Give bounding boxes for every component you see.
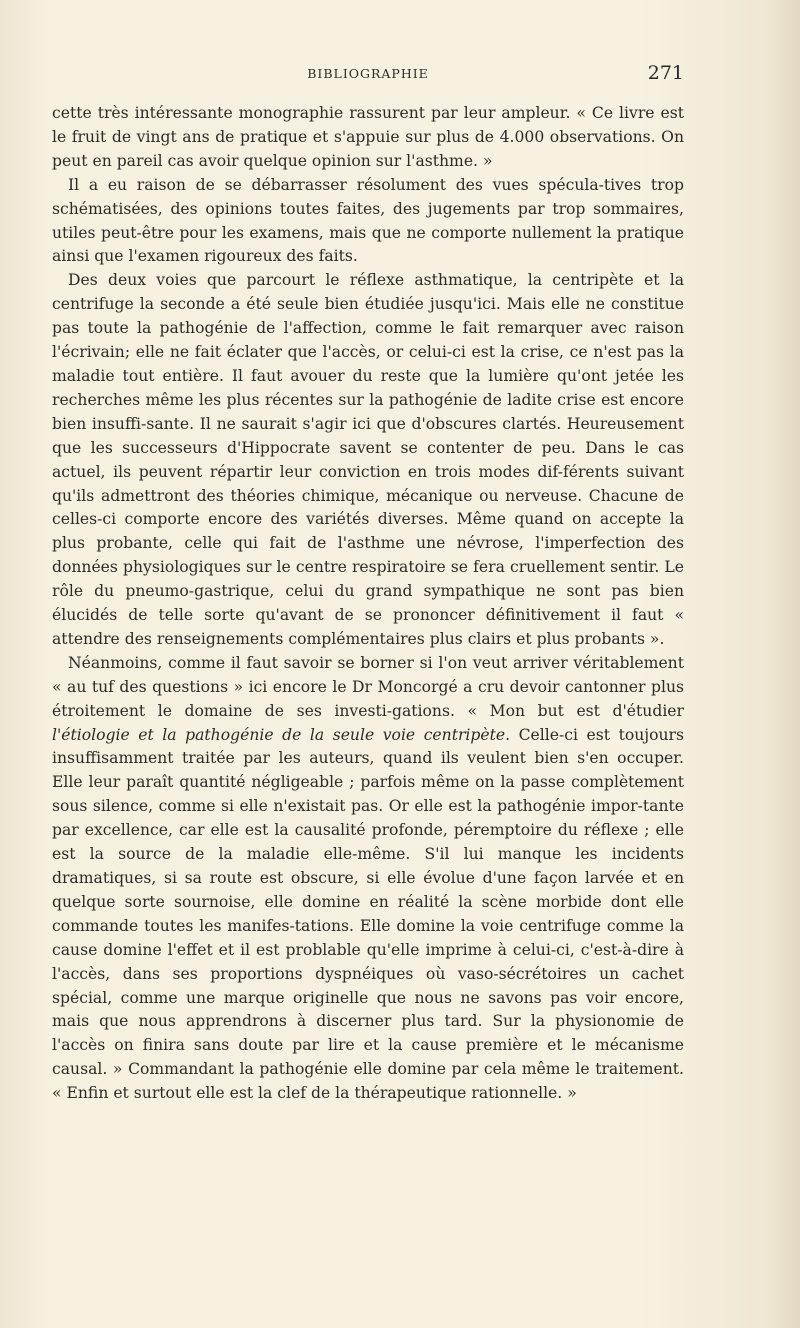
page-header [52,62,684,88]
paragraph-4-part-2: . Celle-ci est toujours insuffisamment traitée par les auteurs, quand ils veulent bien s'en occuper. Elle leur paraît quantité négligeable ; parfois même on la passe complètement sous silence, comme si elle n'existait pas. Or elle est la pathogénie impor-tante par excellence, car elle est la causalité profonde, péremptoire du réflexe ; elle est la source de la maladie elle-même. S'il lui manque les incidents dramatiques, si sa route est obscure, si elle évolue d'une façon larvée et en quelque sorte sournoise, elle domine en réalité la scène morbide dont elle commande toutes les manifes-tations. Elle domine la voie centrifuge comme la cause domine l'effet et il est problable qu'elle imprime à celui-ci, c'est-à-dire à l'accès, dans ses proportions dyspnéiques où vaso-sécrétoires un cachet spécial, comme une marque originelle que nous ne savons pas voir encore, mais que nous apprendrons à discerner plus tard. Sur la physionomie de l'accès on finira sans doute par lire et la cause première et le mécanisme causal. » Commandant la pathogénie elle domine par cela même le traitement. « Enfin et surtout elle est la clef de la thérapeutique rationnelle. » [52,725,684,1103]
paragraph-1: cette très intéressante monographie rassurent par leur ampleur. « Ce livre est le fruit de vingt ans de pratique et s'appuie sur plus de 4.000 observations. On peut en pareil cas avoir quelque opinion sur l'asthme. » [52,104,684,170]
page-number: 271 [647,62,684,84]
running-title: BIBLIOGRAPHIE [307,66,429,81]
paragraph-4 [52,652,684,1106]
paragraph-4-italic: l'étiologie et la pathogénie de la seule voie centripète [52,725,506,744]
body-text [52,102,684,1106]
paragraph-2: Il a eu raison de se débarrasser résolument des vues spécula-tives trop schématisées, des opinions toutes faites, des jugements par trop sommaires, utiles peut-être pour les examens, mais que ne comporte nullement la pratique ainsi que l'examen rigoureux des faits. [52,175,684,266]
paragraph-3: Des deux voies que parcourt le réflexe asthmatique, la centripète et la centrifuge la seconde a été seule bien étudiée jusqu'ici. Mais elle ne constitue pas toute la pathogénie de l'affection, comme le fait remarquer avec raison l'écrivain; elle ne fait éclater que l'accès, or celui-ci est la crise, ce n'est pas la maladie tout entière. Il faut avouer du reste que la lumière qu'ont jetée les recherches même les plus récentes sur la pathogénie de ladite crise est encore bien insuffi-sante. Il ne saurait s'agir ici que d'obscures clartés. Heureusement que les successeurs d'Hippocrate savent se contenter de peu. Dans le cas actuel, ils peuvent répartir leur conviction en trois modes dif-férents suivant qu'ils admettront des théories chimique, mécanique ou nerveuse. Chacune de celles-ci comporte encore des variétés diverses. Même quand on accepte la plus probante, celle qui fait de l'asthme une névrose, l'imperfection des données physiologiques sur le centre respiratoire se fera cruellement sentir. Le rôle du pneumo-gastrique, celui du grand sympathique ne sont pas bien élucidés de telle sorte qu'avant de se prononcer définitivement il faut « attendre des renseignements complémentaires plus clairs et plus probants ». [52,271,684,648]
paragraph-4-part-1: Néanmoins, comme il faut savoir se borner si l'on veut arriver véritablement « au tuf des questions » ici encore le Dr Moncorgé a cru devoir cantonner plus étroitement le domaine de ses investi-gations. « Mon but est d'étudier [52,653,684,720]
